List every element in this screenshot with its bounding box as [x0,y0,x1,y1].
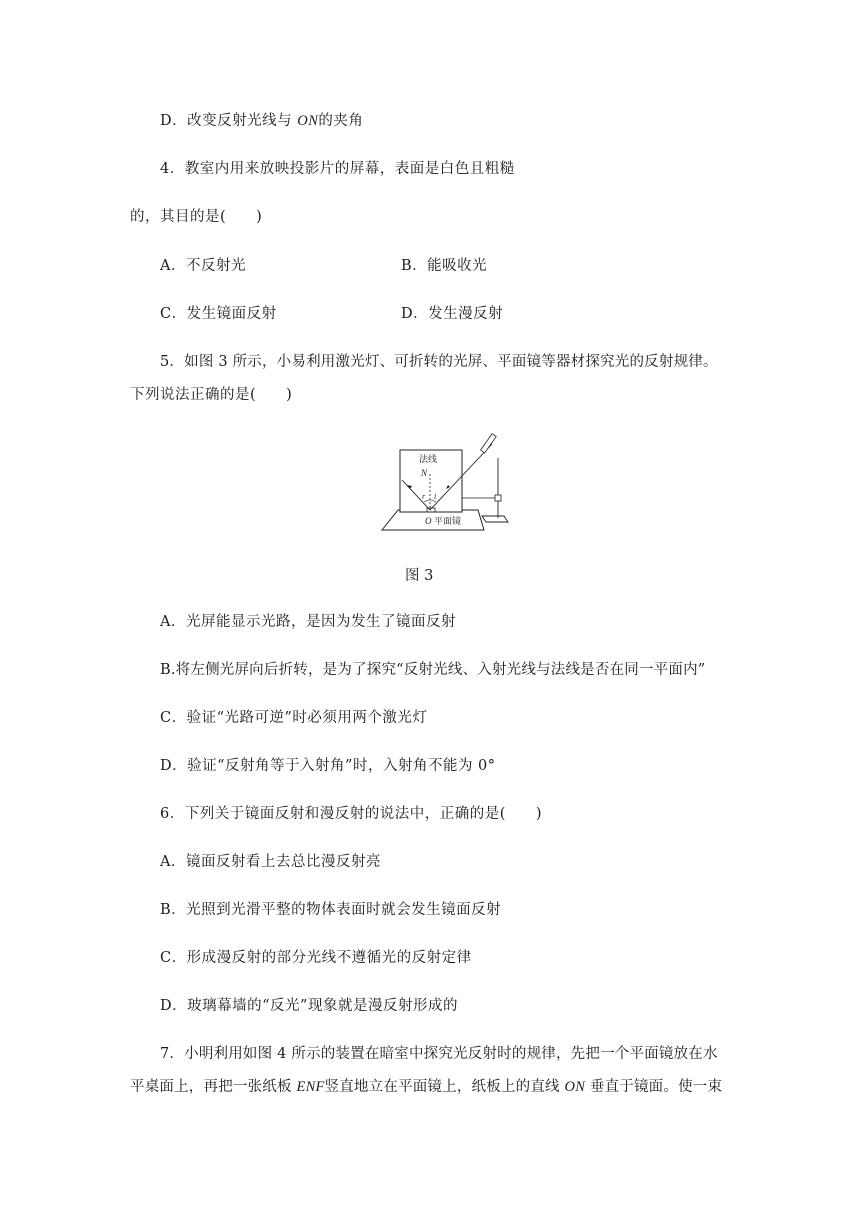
q3-option-d-prefix: D．改变反射光线与 [160,113,298,129]
label-n: N [421,468,428,478]
table-base [382,510,484,530]
q6-stem: 6．下列关于镜面反射和漫反射的说法中，正确的是( ) [160,806,543,822]
q4-option-a: A．不反射光 [160,258,246,274]
q7-stem-line2 [130,1077,722,1097]
q5-stem-line1: 5．如图 3 所示，小易利用激光灯、可折转的光屏、平面镜等器材探究光的反射规律。 [160,354,718,370]
label-o: O [425,516,432,526]
q6-option-b: B．光照到光滑平整的物体表面时就会发生镜面反射 [160,902,502,918]
q4-stem-line1: 4．教室内用来放映投影片的屏幕，表面是白色且粗糙 [160,161,515,177]
q5-option-c: C．验证“光路可逆”时必须用两个激光灯 [160,710,428,726]
q5-option-d: D．验证“反射角等于入射角”时，入射角不能为 0° [160,758,496,774]
label-mirror: 平面镜 [434,517,462,527]
q7-line2-var-on: ON [564,1079,586,1095]
q7-line2-var-enf: ENF [296,1079,325,1095]
q5-option-b: B.将左侧光屏向后折转，是为了探究“反射光线、入射光线与法线是否在同一平面内” [160,662,706,678]
q6-option-c: C．形成漫反射的部分光线不遵循光的反射定律 [160,950,472,966]
q3-option-d [160,111,363,131]
label-i: i [434,492,437,501]
q6-option-a: A．镜面反射看上去总比漫反射亮 [160,854,381,870]
q4-option-b: B．能吸收光 [401,258,488,274]
laser-pointer [481,434,497,453]
q6-option-d: D．玻璃幕墙的“反光”现象就是漫反射形成的 [160,998,458,1014]
figure-3-caption: 图 3 [405,568,434,584]
q7-line2-part-c: 垂直于镜面。使一束 [585,1079,723,1095]
q7-stem-line1: 7．小明利用如图 4 所示的装置在暗室中探究光反射时的规律，先把一个平面镜放在水 [160,1046,718,1062]
label-normal: 法线 [419,455,438,465]
q4-option-d: D．发生漫反射 [401,306,504,322]
q4-option-c: C．发生镜面反射 [160,306,277,322]
figure-3-diagram [380,430,510,540]
q5-option-a: A．光屏能显示光路，是因为发生了镜面反射 [160,614,456,630]
q3-option-d-suffix: 的夹角 [318,113,364,129]
stand-clamp-head [495,495,501,501]
q5-stem-line2: 下列说法正确的是( ) [130,387,293,403]
q7-line2-part-b: 竖直地立在平面镜上，纸板上的直线 [324,1079,565,1095]
q3-option-d-var: ON [297,113,319,129]
label-r: r [422,492,426,501]
q4-stem-line2: 的，其目的是( ) [130,209,263,225]
q7-line2-part-a: 平桌面上，再把一张纸板 [130,1079,297,1095]
stand-base [482,516,508,522]
